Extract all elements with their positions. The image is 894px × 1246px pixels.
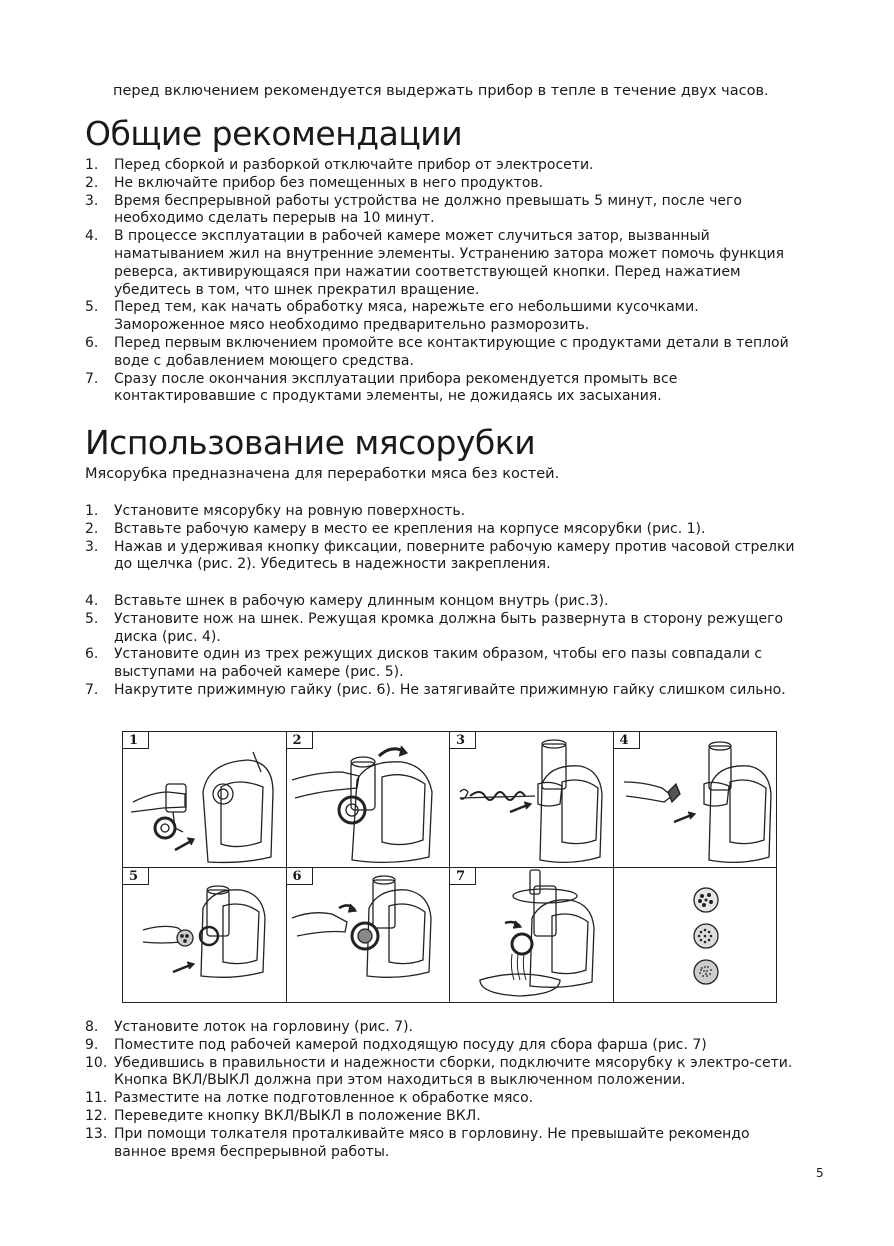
general-list bbox=[85, 157, 805, 406]
usage-list-b bbox=[85, 593, 805, 700]
list-item: 13. При помощи толкателя проталкивайте мясо в горловину. Не превышайте рекомендо ванное время беспрерывной работы. bbox=[85, 1125, 750, 1160]
figure-label: 6 bbox=[287, 868, 313, 885]
usage-list-c bbox=[85, 1019, 805, 1161]
figure-7-illustration bbox=[450, 868, 613, 1003]
page-number: 5 bbox=[816, 1166, 824, 1180]
list-item: 10. Убедившись в правильности и надежности сборки, подключите мясорубку к электро-сети. Кнопка ВКЛ/ВЫКЛ должна при этом находиться в выключенном положении. bbox=[85, 1054, 793, 1089]
figure-3 bbox=[450, 732, 614, 868]
list-item: 6. Перед первым включением промойте все контактирующие с продуктами детали в теплой воде с добавлением моющего средства. bbox=[85, 334, 789, 369]
list-item: 2. Не включайте прибор без помещенных в него продуктов. bbox=[85, 174, 544, 191]
usage-lead: Мясорубка предназначена для переработки мяса без костей. bbox=[85, 466, 560, 482]
list-item: 2. Вставьте рабочую камеру в место ее крепления на корпусе мясорубки (рис. 1). bbox=[85, 520, 706, 537]
section-title-usage: Использование мясорубки bbox=[85, 423, 536, 462]
list-item: 3. Нажав и удерживая кнопку фиксации, поверните рабочую камеру против часовой стрелки до щелчка (рис. 2). Убедитесь в надежности закрепления. bbox=[85, 538, 795, 573]
figure-label: 3 bbox=[450, 732, 476, 749]
figure-label: 2 bbox=[287, 732, 313, 749]
list-item: 11. Разместите на лотке подготовленное к обработке мясо. bbox=[85, 1090, 534, 1107]
list-item: 5. Перед тем, как начать обработку мяса, нарежьте его небольшими кусочками. Замороженное мясо необходимо предварительно разморозить. bbox=[85, 299, 699, 334]
section-title-general: Общие рекомендации bbox=[85, 114, 463, 153]
list-item: 4. Вставьте шнек в рабочую камеру длинным концом внутрь (рис.3). bbox=[85, 593, 609, 609]
figure-2-illustration bbox=[287, 732, 450, 867]
figure-label: 4 bbox=[614, 732, 640, 749]
figure-6-illustration bbox=[287, 868, 450, 1003]
figure-label: 5 bbox=[123, 868, 149, 885]
list-item: 7. Сразу после окончания эксплуатации прибора рекомендуется промыть все контактировавшие с продуктами элементы, не дожидаясь их засыхания. bbox=[85, 370, 678, 405]
figure-3-illustration bbox=[450, 732, 613, 867]
list-item: 1. Установите мясорубку на ровную поверхность. bbox=[85, 503, 466, 519]
figure-5 bbox=[123, 868, 287, 1004]
list-item: 6. Установите один из трех режущих дисков таким образом, чтобы его пазы совпадали с выступами на рабочей камере (рис. 5). bbox=[85, 646, 763, 681]
list-item: 4. В процессе эксплуатации в рабочей камере может случиться затор, вызванный наматыванием жил на внутренние элементы. Устранению затора может помочь функция реверса, активирующаяся при нажатии соответствующей кнопки. Перед нажатием убедитесь в том, что шнек прекратил вращение. bbox=[85, 228, 785, 298]
intro-line: перед включением рекомендуется выдержать прибор в тепле в течение двух часов. bbox=[113, 83, 769, 99]
figure-1 bbox=[123, 732, 287, 868]
assembly-figures bbox=[122, 731, 777, 1003]
figure-1-illustration bbox=[123, 732, 286, 867]
list-item: 9. Поместите под рабочей камерой подходящую посуду для сбора фарша (рис. 7) bbox=[85, 1036, 707, 1053]
usage-list-a bbox=[85, 503, 805, 574]
list-item: 8. Установите лоток на горловину (рис. 7). bbox=[85, 1019, 413, 1035]
cutting-discs-illustration bbox=[614, 868, 777, 1003]
list-item: 3. Время беспрерывной работы устройства не должно превышать 5 минут, после чего необходимо сделать перерыв на 10 минут. bbox=[85, 192, 742, 227]
figure-7 bbox=[450, 868, 614, 1004]
figure-6 bbox=[287, 868, 451, 1004]
figure-4 bbox=[614, 732, 778, 868]
list-item: 12. Переведите кнопку ВКЛ/ВЫКЛ в положение ВКЛ. bbox=[85, 1107, 481, 1124]
figure-label: 7 bbox=[450, 868, 476, 885]
list-item: 5. Установите нож на шнек. Режущая кромка должна быть развернута в сторону режущего диска (рис. 4). bbox=[85, 610, 784, 645]
figure-2 bbox=[287, 732, 451, 868]
figure-5-illustration bbox=[123, 868, 286, 1003]
list-item: 1. Перед сборкой и разборкой отключайте прибор от электросети. bbox=[85, 157, 594, 173]
list-item: 7. Накрутите прижимную гайку (рис. 6). Не затягивайте прижимную гайку слишком сильно. bbox=[85, 681, 786, 698]
cutting-discs bbox=[614, 868, 778, 1004]
figure-4-illustration bbox=[614, 732, 777, 867]
figure-label: 1 bbox=[123, 732, 149, 749]
